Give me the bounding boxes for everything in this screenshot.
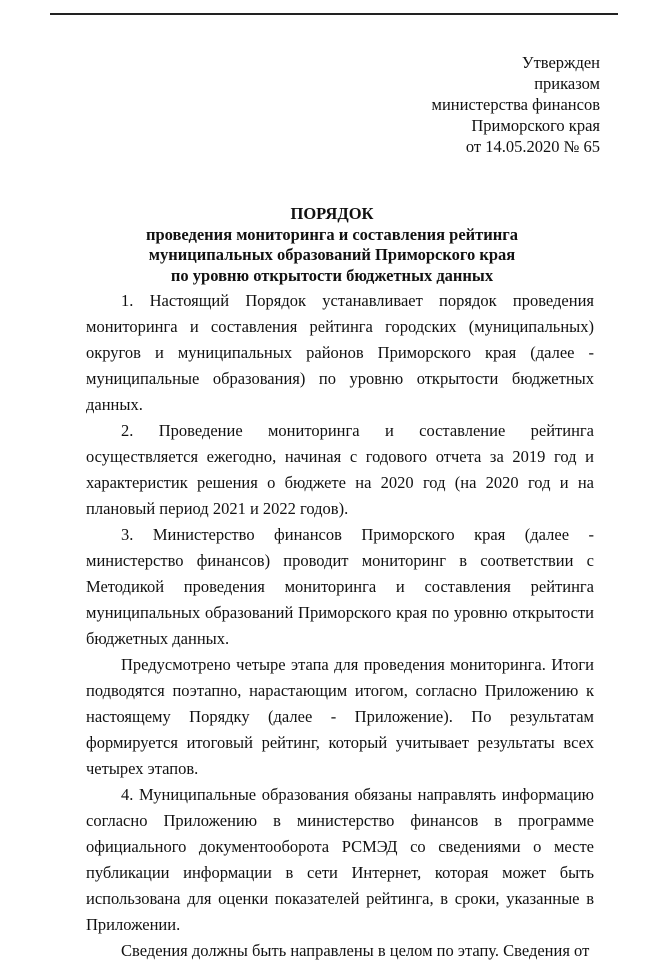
paragraph: 4. Муниципальные образования обязаны направлять информацию согласно Приложению в министерство финансов в программе официального документооборота РСМЭД со сведениями о месте публикации информации в сети Интернет, которая может быть использована для оценки показателей рейтинга, в сроки, указанные в Приложении. <box>86 785 594 934</box>
title-line: проведения мониторинга и составления рейтинга <box>145 224 519 244</box>
document-title <box>0 204 664 286</box>
approval-line: приказом <box>534 74 600 93</box>
approval-line: от 14.05.2020 № 65 <box>465 137 600 156</box>
approval-line: министерства финансов <box>431 95 600 114</box>
paragraph: Сведения должны быть направлены в целом по этапу. Сведения от <box>121 941 590 960</box>
approval-line: Утвержден <box>521 53 600 72</box>
document-body <box>86 288 594 964</box>
approval-line: Приморского края <box>471 116 600 135</box>
paragraph: 2. Проведение мониторинга и составление рейтинга осуществляется ежегодно, начиная с годового отчета за 2019 год и характеристик решения о бюджете на 2020 год (на 2020 год и на плановый период 2021 и 2022 годов). <box>86 421 594 518</box>
title-heading: ПОРЯДОК <box>290 204 374 223</box>
paragraph: Предусмотрено четыре этапа для проведения мониторинга. Итоги подводятся поэтапно, нарастающим итогом, согласно Приложению к настоящему Порядку (далее - Приложение). По результатам формируется итоговый рейтинг, который учитывает результаты всех четырех этапов. <box>86 655 594 778</box>
title-line: по уровню открытости бюджетных данных <box>170 265 494 285</box>
paragraph: 3. Министерство финансов Приморского края (далее - министерство финансов) проводит мониторинг в соответствии с Методикой проведения мониторинга и составления рейтинга муниципальных образований Приморского края по уровню открытости бюджетных данных. <box>86 525 594 648</box>
approval-stamp-block <box>432 52 600 157</box>
top-border-line <box>50 13 618 15</box>
title-line: муниципальных образований Приморского края <box>148 245 516 264</box>
paragraph: 1. Настоящий Порядок устанавливает порядок проведения мониторинга и составления рейтинга городских (муниципальных) округов и муниципальных районов Приморского края (далее - муниципальные образования) по уровню открытости бюджетных данных. <box>86 291 594 414</box>
